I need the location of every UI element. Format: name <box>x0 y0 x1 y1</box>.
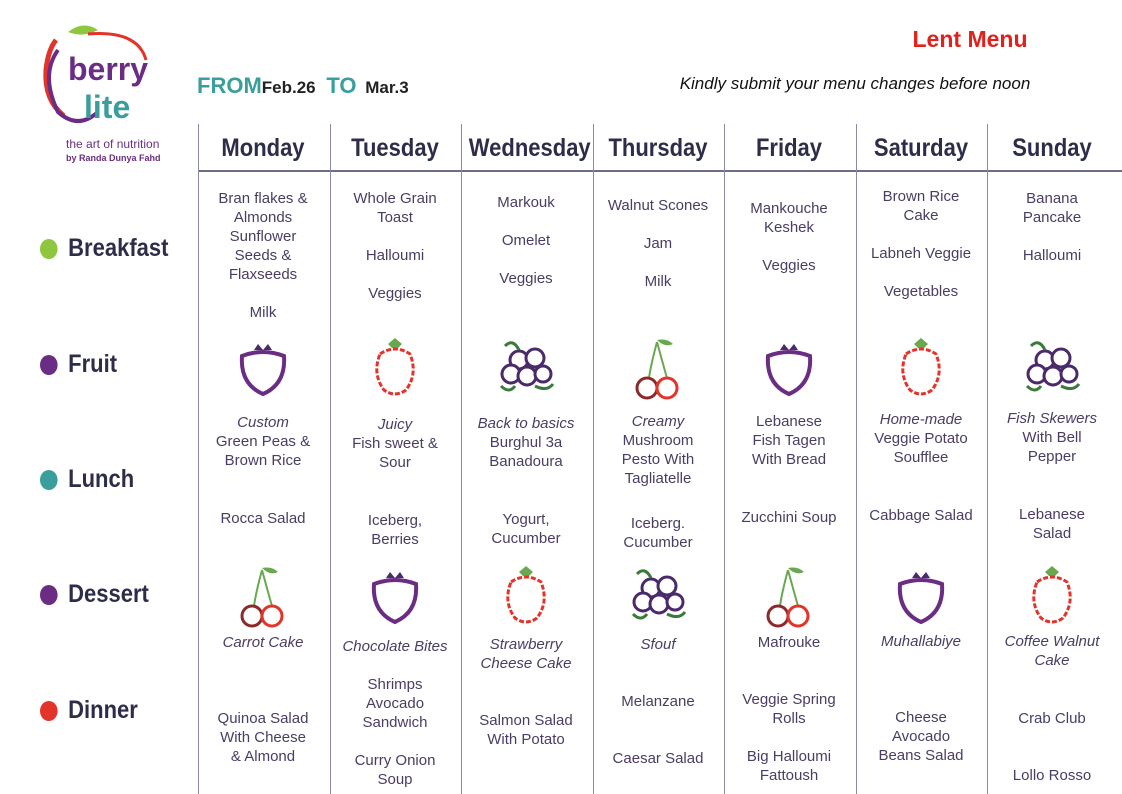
dessert-cell <box>856 632 986 651</box>
lunch-style-label: Juicy <box>377 416 413 433</box>
lunch-style-label: Fish Skewers <box>1006 410 1098 427</box>
cell-line: Veggies <box>762 257 816 274</box>
cell-line: Banana <box>1026 190 1078 207</box>
cell-line: Melanzane <box>621 693 695 710</box>
cell-line <box>724 728 854 747</box>
cell-line: Berries <box>371 531 419 548</box>
cell-line: Brown Rice <box>224 452 302 469</box>
dessert-cell <box>987 632 1117 670</box>
day-header-friday: Friday <box>755 134 823 162</box>
cell-line: Coffee Walnut <box>1004 633 1100 650</box>
cell-line: Burghul 3a <box>489 434 563 451</box>
breakfast-cell <box>198 189 328 322</box>
cell-line: Rolls <box>772 710 806 727</box>
cell-line: Salmon Salad <box>479 712 573 729</box>
cell-line <box>987 728 1117 747</box>
meal-dot-icon <box>40 239 58 259</box>
dessert-cell <box>198 633 328 652</box>
cell-line: Fish Tagen <box>752 432 826 449</box>
raspberry-icon <box>491 562 561 632</box>
dinner-cell <box>330 675 460 789</box>
breakfast-cell <box>856 187 986 301</box>
cell-line: With Cheese <box>220 729 306 746</box>
cell-line: Mankouche <box>750 200 828 217</box>
lunch-side-cell <box>198 509 328 528</box>
cell-line <box>593 253 723 272</box>
meal-dot-icon <box>40 470 58 490</box>
cell-line: Omelet <box>501 232 551 249</box>
breakfast-cell <box>330 189 460 303</box>
cell-line: Almonds <box>233 209 293 226</box>
to-label: TO <box>326 73 357 98</box>
from-label: FROM <box>197 73 262 98</box>
day-header-thursday: Thursday <box>608 134 708 162</box>
meal-dot-icon <box>40 355 58 375</box>
cell-line: Toast <box>377 209 413 226</box>
logo-byline: by Randa Dunya Fahd <box>66 153 161 163</box>
breakfast-cell <box>987 189 1117 265</box>
meal-name: Dinner <box>68 696 138 724</box>
cell-line: Sfouf <box>640 636 676 653</box>
svg-text:lite: lite <box>84 89 131 125</box>
blackberry-icon <box>623 562 693 632</box>
cell-line: Soufflee <box>893 449 949 466</box>
cell-line: Milk <box>249 304 277 321</box>
cell-line: Cake <box>1034 652 1070 669</box>
submit-note: Kindly submit your menu changes before noon <box>679 74 1031 93</box>
cell-line: Lollo Rosso <box>1012 767 1092 784</box>
cell-line: Quinoa Salad <box>217 710 309 727</box>
raspberry-icon <box>360 334 430 404</box>
raspberry-icon <box>886 334 956 404</box>
dinner-cell <box>856 708 986 765</box>
cell-line: Fish sweet & <box>352 435 438 452</box>
cell-line: Iceberg. <box>630 515 686 532</box>
cell-line: Cabbage Salad <box>869 507 973 524</box>
cell-line: Lebanese <box>1019 506 1085 523</box>
dessert-cell <box>461 635 591 673</box>
dinner-cell <box>987 709 1117 785</box>
lunch-style-label: Back to basics <box>477 415 575 432</box>
dinner-cell <box>198 709 328 766</box>
day-header-monday: Monday <box>221 134 305 162</box>
day-header-sunday: Sunday <box>1012 134 1092 162</box>
raspberry-icon <box>1017 562 1087 632</box>
cell-line: Cucumber <box>491 530 561 547</box>
cell-line: Labneh Veggie <box>870 245 972 262</box>
cell-line: Caesar Salad <box>612 750 704 767</box>
breakfast-cell <box>593 196 723 291</box>
fig-icon <box>228 334 298 404</box>
cell-line: Cake <box>903 207 939 224</box>
logo-tagline: the art of nutrition <box>66 137 160 151</box>
svg-text:berry: berry <box>68 51 149 87</box>
lunch-side-cell <box>724 508 854 527</box>
cell-line: Fattoush <box>759 767 819 784</box>
cell-line: Halloumi <box>365 247 425 264</box>
cherry-icon <box>228 562 298 632</box>
lunch-style-label: Custom <box>237 414 289 431</box>
cell-line: Pancake <box>1022 209 1082 226</box>
cell-line: Lebanese <box>756 413 822 430</box>
cell-line: Whole Grain <box>353 190 437 207</box>
cell-line: Walnut Scones <box>607 197 709 214</box>
cell-line: Milk <box>644 273 672 290</box>
cell-line: Pesto With <box>621 451 695 468</box>
cell-line: With Potato <box>487 731 565 748</box>
cell-line: Veggies <box>368 285 422 302</box>
cell-line <box>330 265 460 284</box>
lunch-side-cell <box>593 514 723 552</box>
cell-line: Iceberg, <box>367 512 423 529</box>
lunch-main-cell <box>593 412 723 488</box>
cell-line: & Almond <box>230 748 296 765</box>
lunch-side-cell <box>856 506 986 525</box>
dinner-cell <box>724 690 854 785</box>
cell-line: Mafrouke <box>757 634 821 651</box>
cell-line <box>461 212 591 231</box>
cell-line: Big Halloumi <box>746 748 832 765</box>
cell-line <box>330 227 460 246</box>
cell-line: Chocolate Bites <box>342 638 448 655</box>
cell-line: Markouk <box>497 194 555 211</box>
cell-line: Veggie Potato <box>874 430 968 447</box>
header-divider <box>198 170 1122 172</box>
cell-line: Salad <box>1032 525 1072 542</box>
cell-line <box>856 263 986 282</box>
breakfast-cell <box>461 193 591 288</box>
dinner-cell <box>461 711 591 749</box>
cell-line: Cheese <box>895 709 947 726</box>
lunch-main-cell <box>856 410 986 467</box>
cell-line <box>198 284 328 303</box>
lunch-style-label: Home-made <box>879 411 963 428</box>
cell-line: Mushroom <box>622 432 694 449</box>
cell-line <box>461 250 591 269</box>
cell-line <box>593 711 723 730</box>
cherry-icon <box>623 334 693 404</box>
breakfast-cell <box>724 199 854 275</box>
from-date: Feb.26 <box>261 78 316 97</box>
cell-line: Cheese Cake <box>480 655 572 672</box>
lunch-side-cell <box>461 510 591 548</box>
cell-line: Carrot Cake <box>222 634 304 651</box>
cell-line: Flaxseeds <box>228 266 298 283</box>
cell-line <box>987 227 1117 246</box>
meal-dot-icon <box>40 701 58 721</box>
cell-line <box>724 237 854 256</box>
fig-icon <box>360 562 430 632</box>
cell-line: Banadoura <box>489 453 563 470</box>
cell-line: Strawberry <box>489 636 563 653</box>
fig-icon <box>886 562 956 632</box>
cherry-icon <box>754 562 824 632</box>
cell-line: Rocca Salad <box>220 510 306 527</box>
date-range <box>197 73 409 99</box>
dinner-cell <box>593 692 723 768</box>
lunch-main-cell <box>330 415 460 472</box>
cell-line: Zucchini Soup <box>741 509 837 526</box>
cell-line: Avocado <box>365 695 425 712</box>
meal-name: Breakfast <box>68 234 169 262</box>
cell-line: With Bell <box>1022 429 1082 446</box>
cell-line: Halloumi <box>1022 247 1082 264</box>
cell-line: Green Peas & <box>215 433 311 450</box>
cell-line: Bran flakes & <box>218 190 308 207</box>
page-title: Lent Menu <box>912 26 1028 52</box>
dessert-cell <box>330 637 460 656</box>
berry-lite-logo <box>28 20 168 170</box>
cell-line: Vegetables <box>883 283 959 300</box>
day-header-saturday: Saturday <box>873 134 969 162</box>
cell-line: Sunflower <box>229 228 297 245</box>
lunch-main-cell <box>987 409 1117 466</box>
lunch-style-label: Creamy <box>631 413 685 430</box>
cell-line: Beans Salad <box>878 747 964 764</box>
cell-line <box>856 225 986 244</box>
meal-label-dinner <box>40 696 138 725</box>
cell-line: Pepper <box>1027 448 1077 465</box>
to-date: Mar.3 <box>365 78 409 97</box>
meal-label-dessert <box>40 580 149 609</box>
meal-label-breakfast <box>40 234 168 263</box>
blackberry-icon <box>1017 334 1087 404</box>
cell-line: Crab Club <box>1018 710 1086 727</box>
day-header-wednesday: Wednesday <box>468 134 591 162</box>
cell-line: Curry Onion <box>354 752 436 769</box>
meal-label-fruit <box>40 350 117 379</box>
lunch-main-cell <box>198 413 328 470</box>
meal-dot-icon <box>40 585 58 605</box>
dessert-cell <box>593 635 723 654</box>
cell-line: Sour <box>379 454 411 471</box>
fig-icon <box>754 334 824 404</box>
meal-name: Dessert <box>68 580 149 608</box>
cell-line: Tagliatelle <box>624 470 692 487</box>
lunch-side-cell <box>987 505 1117 543</box>
lunch-side-cell <box>330 511 460 549</box>
cell-line: Shrimps <box>367 676 423 693</box>
meal-name: Fruit <box>68 350 118 378</box>
cell-line: Veggie Spring <box>742 691 836 708</box>
cell-line: Muhallabiye <box>880 633 962 650</box>
cell-line: Cucumber <box>623 534 693 551</box>
cell-line: Sandwich <box>362 714 428 731</box>
dessert-cell <box>724 633 854 652</box>
cell-line <box>593 215 723 234</box>
meal-label-lunch <box>40 465 134 494</box>
cell-line <box>330 732 460 751</box>
cell-line: Avocado <box>891 728 951 745</box>
lunch-main-cell <box>724 412 854 469</box>
cell-line <box>987 747 1117 766</box>
cell-line: Brown Rice <box>882 188 960 205</box>
cell-line: Keshek <box>763 219 815 236</box>
lunch-main-cell <box>461 414 591 471</box>
cell-line: With Bread <box>751 451 827 468</box>
cell-line <box>593 730 723 749</box>
cell-line: Yogurt, <box>502 511 550 528</box>
day-header-tuesday: Tuesday <box>351 134 439 162</box>
blackberry-icon <box>491 334 561 404</box>
meal-name: Lunch <box>68 465 135 493</box>
cell-line: Seeds & <box>234 247 292 264</box>
cell-line: Soup <box>377 771 413 788</box>
cell-line: Jam <box>643 235 673 252</box>
cell-line: Veggies <box>499 270 553 287</box>
